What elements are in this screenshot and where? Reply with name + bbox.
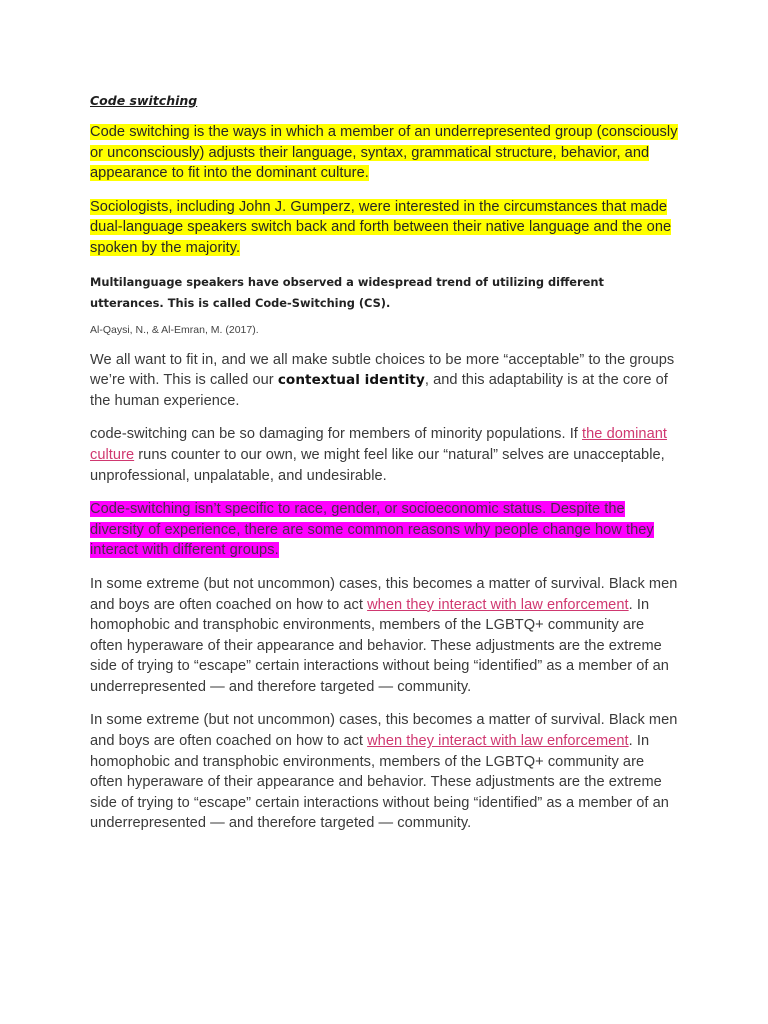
contextual-identity-paragraph: [90, 350, 680, 412]
document-page: [90, 93, 680, 847]
document-heading: Code switching: [90, 93, 198, 108]
yellow-highlight-text: Code switching is the ways in which a member of an underrepresented group (consciously or unconsciously) adjusts their language, syntax, grammatical structure, behavior, and appearance to fit into the dominant culture.: [90, 124, 678, 182]
citation: Al-Qaysi, N., & Al-Emran, M. (2017).: [90, 323, 259, 336]
sociologists-paragraph: [90, 197, 680, 259]
paragraph-text: , and this adaptability is at the core of the human experience.: [90, 372, 668, 409]
paragraph-text: In some extreme (but not uncommon) cases, this becomes a matter of survival. Black men and boys are often coached on how to act: [90, 575, 678, 613]
law-enforcement-link[interactable]: when they interact with law enforcement: [367, 733, 629, 750]
survival-paragraph-2: [90, 710, 680, 834]
paragraph-text: . In homophobic and transphobic environments, members of the LGBTQ+ community are often hyperaware of their appearance and behavior. These adjustments are the extreme side of trying to “escape” certain interactions without being “identified” as a member of an underrepresented — and therefore targeted — community.: [90, 733, 669, 832]
dominant-culture-link[interactable]: the dominant culture: [90, 426, 668, 463]
law-enforcement-link[interactable]: when they interact with law enforcement: [367, 596, 629, 613]
paragraph-text: . In homophobic and transphobic environments, members of the LGBTQ+ community are often hyperaware of their appearance and behavior. These adjustments are the extreme side of trying to “escape” certain interactions without being “identified” as a member of an underrepresented — and therefore targeted — community.: [90, 596, 669, 695]
survival-paragraph-1: [90, 574, 680, 698]
contextual-identity-term: contextual identity: [277, 372, 425, 389]
multilanguage-paragraph: Multilanguage speakers have observed a widespread trend of utilizing different utterances. This is called Code-Switching (CS).: [90, 274, 604, 310]
magenta-highlight-text: Code-switching isn’t specific to race, gender, or socioeconomic status. Despite the diversity of experience, there are some common reasons why people change how they interact with different groups.: [90, 501, 654, 559]
definition-paragraph: [90, 122, 680, 184]
paragraph-text: runs counter to our own, we might feel like our “natural” selves are unacceptable, unprofessional, unpalatable, and undesirable.: [90, 446, 665, 484]
paragraph-text: code-switching can be so damaging for members of minority populations. If: [90, 426, 583, 443]
yellow-highlight-text: Sociologists, including John J. Gumperz, were interested in the circumstances that made dual-language speakers switch back and forth between their native language and the one spoken by the majority.: [90, 198, 672, 256]
common-reasons-paragraph: [90, 499, 680, 561]
dominant-culture-paragraph: [90, 424, 680, 486]
paragraph-text: We all want to fit in, and we all make subtle choices to be more “acceptable” to the groups we’re with. This is called our: [90, 351, 675, 389]
paragraph-text: In some extreme (but not uncommon) cases, this becomes a matter of survival. Black men and boys are often coached on how to act: [90, 712, 678, 750]
